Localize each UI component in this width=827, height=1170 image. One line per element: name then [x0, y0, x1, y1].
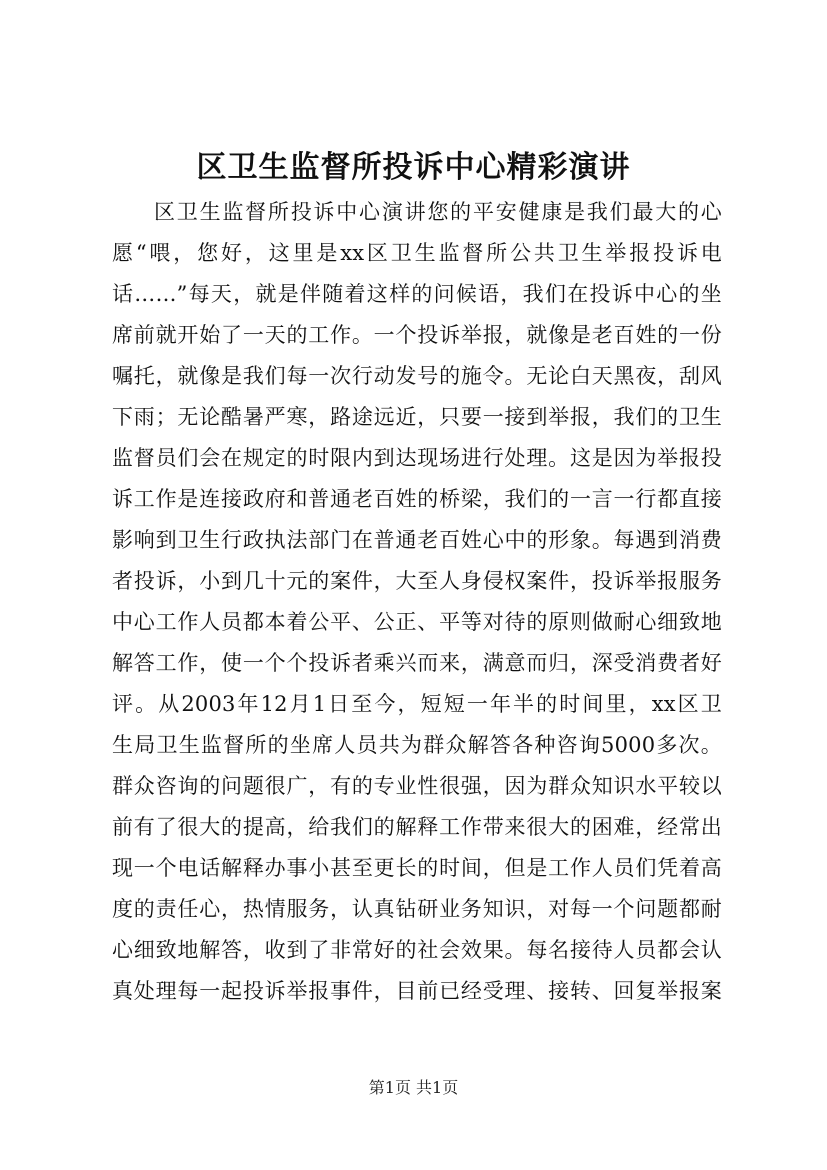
text-line: 监督员们会在规定的时限内到达现场进行处理。这是因为举报投	[112, 446, 722, 470]
text-line: 区卫生监督所投诉中心演讲您的平安健康是我们最大的心	[154, 200, 722, 224]
body-paragraph	[112, 192, 722, 1012]
text-line: 群众咨询的问题很广，有的专业性很强，因为群众知识水平较以	[112, 774, 722, 798]
text-line: 席前就开始了一天的工作。一个投诉举报，就像是老百姓的一份	[112, 323, 722, 347]
text-line: 前有了很大的提高，给我们的解释工作带来很大的困难，经常出	[112, 815, 722, 839]
text-line: 下雨；无论酷暑严寒，路途远近，只要一接到举报，我们的卫生	[112, 405, 722, 429]
text-line: 评。从2003年12月1日至今，短短一年半的时间里，xx区卫	[112, 692, 722, 716]
text-line: 愿“喂，您好，这里是xx区卫生监督所公共卫生举报投诉电	[112, 241, 722, 265]
text-line: 嘱托，就像是我们每一次行动发号的施令。无论白天黑夜，刮风	[112, 364, 722, 388]
text-line: 真处理每一起投诉举报事件，目前已经受理、接转、回复举报案	[112, 979, 722, 1003]
text-line: 话……”每天，就是伴随着这样的问候语，我们在投诉中心的坐	[112, 282, 722, 306]
text-line: 现一个电话解释办事小甚至更长的时间，但是工作人员们凭着高	[112, 856, 722, 880]
text-line: 解答工作，使一个个投诉者乘兴而来，满意而归，深受消费者好	[112, 651, 722, 675]
text-line: 影响到卫生行政执法部门在普通老百姓心中的形象。每遇到消费	[112, 528, 722, 552]
page-number-footer: 第1页 共1页	[368, 1078, 459, 1097]
document-title: 区卫生监督所投诉中心精彩演讲	[196, 150, 631, 185]
text-line: 生局卫生监督所的坐席人员共为群众解答各种咨询5000多次。	[112, 733, 722, 757]
text-line: 度的责任心，热情服务，认真钻研业务知识，对每一个问题都耐	[112, 897, 722, 921]
text-line: 诉工作是连接政府和普通老百姓的桥梁，我们的一言一行都直接	[112, 487, 722, 511]
text-line: 中心工作人员都本着公平、公正、平等对待的原则做耐心细致地	[112, 610, 722, 634]
text-line: 者投诉，小到几十元的案件，大至人身侵权案件，投诉举报服务	[112, 569, 722, 593]
text-line: 心细致地解答，收到了非常好的社会效果。每名接待人员都会认	[112, 938, 722, 962]
